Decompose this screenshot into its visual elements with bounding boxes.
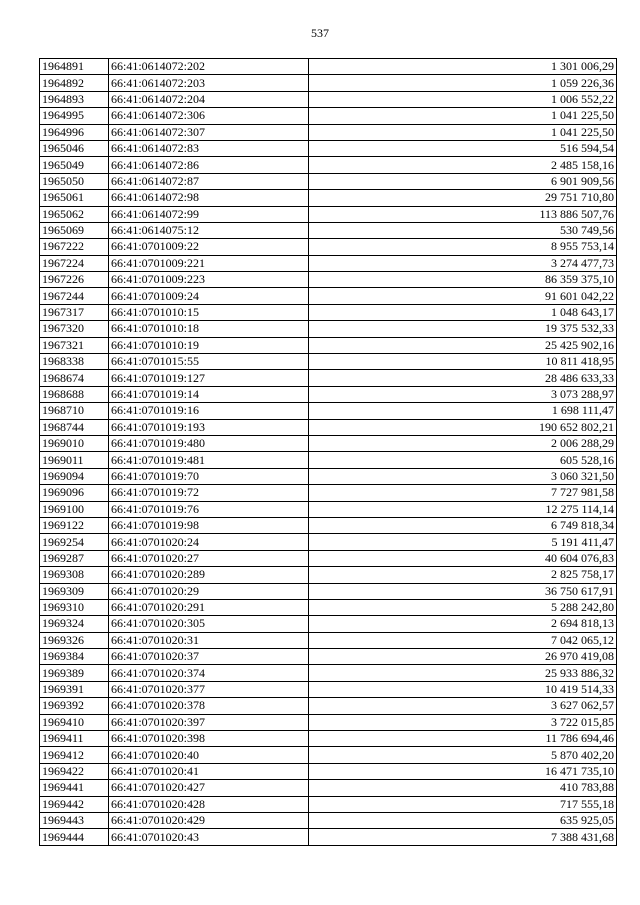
table-row: [40, 304, 617, 320]
cadastral-number-cell: 66:41:0701009:223: [109, 272, 309, 288]
cadastral-value-cell: 11 786 694,46: [309, 731, 617, 747]
cadastral-number-cell: 66:41:0701020:398: [109, 731, 309, 747]
row-number-cell: 1965046: [40, 140, 109, 156]
cadastral-value-cell: 10 419 514,33: [309, 681, 617, 697]
row-number-cell: 1967226: [40, 272, 109, 288]
table-row: [40, 468, 617, 484]
table-row: [40, 386, 617, 402]
table-row: [40, 337, 617, 353]
cadastral-number-cell: 66:41:0614072:307: [109, 124, 309, 140]
cadastral-number-cell: 66:41:0701020:377: [109, 681, 309, 697]
cadastral-number-cell: 66:41:0701019:480: [109, 435, 309, 451]
table-row: [40, 222, 617, 238]
table-row: [40, 534, 617, 550]
table-row: [40, 190, 617, 206]
cadastral-value-cell: 7 042 065,12: [309, 632, 617, 648]
row-number-cell: 1969384: [40, 649, 109, 665]
cadastral-value-table: [39, 58, 617, 846]
cadastral-number-cell: 66:41:0701020:289: [109, 567, 309, 583]
row-number-cell: 1969287: [40, 550, 109, 566]
row-number-cell: 1969096: [40, 485, 109, 501]
row-number-cell: 1969443: [40, 812, 109, 828]
cadastral-number-cell: 66:41:0701019:16: [109, 403, 309, 419]
table-row: [40, 288, 617, 304]
cadastral-value-cell: 717 555,18: [309, 796, 617, 812]
table-row: [40, 665, 617, 681]
row-number-cell: 1968688: [40, 386, 109, 402]
table-row: [40, 501, 617, 517]
table-row: [40, 403, 617, 419]
cadastral-value-cell: 2 825 758,17: [309, 567, 617, 583]
cadastral-number-cell: 66:41:0701019:98: [109, 517, 309, 533]
table-row: [40, 812, 617, 828]
row-number-cell: 1969392: [40, 698, 109, 714]
table-row: [40, 763, 617, 779]
row-number-cell: 1965050: [40, 173, 109, 189]
row-number-cell: 1968710: [40, 403, 109, 419]
row-number-cell: 1969411: [40, 731, 109, 747]
row-number-cell: 1969094: [40, 468, 109, 484]
row-number-cell: 1969441: [40, 780, 109, 796]
cadastral-value-cell: 26 970 419,08: [309, 649, 617, 665]
row-number-cell: 1967320: [40, 321, 109, 337]
cadastral-value-cell: 2 694 818,13: [309, 616, 617, 632]
cadastral-value-cell: 16 471 735,10: [309, 763, 617, 779]
cadastral-value-cell: 605 528,16: [309, 452, 617, 468]
cadastral-value-cell: 29 751 710,80: [309, 190, 617, 206]
cadastral-number-cell: 66:41:0614072:306: [109, 108, 309, 124]
table-row: [40, 550, 617, 566]
cadastral-value-cell: 19 375 532,33: [309, 321, 617, 337]
cadastral-value-cell: 113 886 507,76: [309, 206, 617, 222]
cadastral-number-cell: 66:41:0701010:15: [109, 304, 309, 320]
cadastral-value-cell: 8 955 753,14: [309, 239, 617, 255]
row-number-cell: 1968338: [40, 354, 109, 370]
cadastral-number-cell: 66:41:0701019:76: [109, 501, 309, 517]
row-number-cell: 1969308: [40, 567, 109, 583]
cadastral-number-cell: 66:41:0614072:98: [109, 190, 309, 206]
row-number-cell: 1967244: [40, 288, 109, 304]
row-number-cell: 1965061: [40, 190, 109, 206]
table-row: [40, 272, 617, 288]
cadastral-value-cell: 5 870 402,20: [309, 747, 617, 763]
row-number-cell: 1967222: [40, 239, 109, 255]
cadastral-value-cell: 7 388 431,68: [309, 829, 617, 845]
cadastral-number-cell: 66:41:0701020:41: [109, 763, 309, 779]
table-row: [40, 731, 617, 747]
table-row: [40, 747, 617, 763]
cadastral-value-cell: 2 485 158,16: [309, 157, 617, 173]
row-number-cell: 1964891: [40, 59, 109, 75]
cadastral-value-cell: 6 749 818,34: [309, 517, 617, 533]
cadastral-number-cell: 66:41:0701020:40: [109, 747, 309, 763]
cadastral-value-cell: 1 006 552,22: [309, 91, 617, 107]
cadastral-number-cell: 66:41:0701010:19: [109, 337, 309, 353]
row-number-cell: 1965069: [40, 222, 109, 238]
cadastral-value-cell: 3 060 321,50: [309, 468, 617, 484]
cadastral-number-cell: 66:41:0701020:291: [109, 599, 309, 615]
table-row: [40, 75, 617, 91]
table-row: [40, 583, 617, 599]
table-row: [40, 354, 617, 370]
table-row: [40, 255, 617, 271]
table-row: [40, 435, 617, 451]
table-row: [40, 157, 617, 173]
row-number-cell: 1969389: [40, 665, 109, 681]
table-row: [40, 370, 617, 386]
row-number-cell: 1969122: [40, 517, 109, 533]
row-number-cell: 1969391: [40, 681, 109, 697]
table-row: [40, 419, 617, 435]
cadastral-value-cell: 3 073 288,97: [309, 386, 617, 402]
table-row: [40, 796, 617, 812]
page-number: 537: [311, 26, 329, 40]
table-row: [40, 517, 617, 533]
table-row: [40, 239, 617, 255]
row-number-cell: 1965062: [40, 206, 109, 222]
cadastral-number-cell: 66:41:0701010:18: [109, 321, 309, 337]
table-row: [40, 632, 617, 648]
cadastral-value-cell: 5 288 242,80: [309, 599, 617, 615]
cadastral-number-cell: 66:41:0701019:481: [109, 452, 309, 468]
cadastral-value-cell: 1 698 111,47: [309, 403, 617, 419]
cadastral-number-cell: 66:41:0701015:55: [109, 354, 309, 370]
cadastral-number-cell: 66:41:0701020:37: [109, 649, 309, 665]
cadastral-value-cell: 28 486 633,33: [309, 370, 617, 386]
row-number-cell: 1969310: [40, 599, 109, 615]
row-number-cell: 1969444: [40, 829, 109, 845]
row-number-cell: 1969422: [40, 763, 109, 779]
table-row: [40, 206, 617, 222]
cadastral-value-cell: 1 041 225,50: [309, 108, 617, 124]
cadastral-number-cell: 66:41:0614072:204: [109, 91, 309, 107]
cadastral-number-cell: 66:41:0614075:12: [109, 222, 309, 238]
cadastral-number-cell: 66:41:0701020:378: [109, 698, 309, 714]
cadastral-number-cell: 66:41:0701020:24: [109, 534, 309, 550]
table-row: [40, 91, 617, 107]
cadastral-number-cell: 66:41:0701009:24: [109, 288, 309, 304]
cadastral-number-cell: 66:41:0701019:72: [109, 485, 309, 501]
cadastral-number-cell: 66:41:0614072:202: [109, 59, 309, 75]
cadastral-number-cell: 66:41:0701020:305: [109, 616, 309, 632]
row-number-cell: 1967321: [40, 337, 109, 353]
row-number-cell: 1969442: [40, 796, 109, 812]
cadastral-value-cell: 7 727 981,58: [309, 485, 617, 501]
row-number-cell: 1969326: [40, 632, 109, 648]
cadastral-number-cell: 66:41:0701019:70: [109, 468, 309, 484]
table-row: [40, 567, 617, 583]
cadastral-value-cell: 530 749,56: [309, 222, 617, 238]
cadastral-value-cell: 1 048 643,17: [309, 304, 617, 320]
cadastral-number-cell: 66:41:0701019:14: [109, 386, 309, 402]
row-number-cell: 1967317: [40, 304, 109, 320]
table-row: [40, 829, 617, 845]
cadastral-value-cell: 91 601 042,22: [309, 288, 617, 304]
table-row: [40, 649, 617, 665]
cadastral-number-cell: 66:41:0701020:31: [109, 632, 309, 648]
row-number-cell: 1965049: [40, 157, 109, 173]
cadastral-number-cell: 66:41:0701020:374: [109, 665, 309, 681]
cadastral-value-cell: 10 811 418,95: [309, 354, 617, 370]
cadastral-number-cell: 66:41:0614072:99: [109, 206, 309, 222]
table-row: [40, 681, 617, 697]
cadastral-value-cell: 40 604 076,83: [309, 550, 617, 566]
cadastral-value-cell: 12 275 114,14: [309, 501, 617, 517]
cadastral-number-cell: 66:41:0701009:221: [109, 255, 309, 271]
table-row: [40, 140, 617, 156]
table-row: [40, 485, 617, 501]
table-row: [40, 616, 617, 632]
cadastral-value-cell: 3 274 477,73: [309, 255, 617, 271]
table-body: [40, 59, 617, 846]
row-number-cell: 1969324: [40, 616, 109, 632]
cadastral-value-cell: 25 425 902,16: [309, 337, 617, 353]
table-row: [40, 108, 617, 124]
row-number-cell: 1964996: [40, 124, 109, 140]
row-number-cell: 1968674: [40, 370, 109, 386]
cadastral-value-cell: 86 359 375,10: [309, 272, 617, 288]
cadastral-number-cell: 66:41:0701020:427: [109, 780, 309, 796]
row-number-cell: 1969010: [40, 435, 109, 451]
cadastral-value-cell: 635 925,05: [309, 812, 617, 828]
cadastral-value-cell: 36 750 617,91: [309, 583, 617, 599]
cadastral-value-cell: 3 722 015,85: [309, 714, 617, 730]
cadastral-number-cell: 66:41:0701009:22: [109, 239, 309, 255]
cadastral-number-cell: 66:41:0614072:203: [109, 75, 309, 91]
cadastral-value-cell: 1 041 225,50: [309, 124, 617, 140]
cadastral-value-cell: 1 059 226,36: [309, 75, 617, 91]
cadastral-value-cell: 2 006 288,29: [309, 435, 617, 451]
table-row: [40, 59, 617, 75]
cadastral-value-cell: 190 652 802,21: [309, 419, 617, 435]
table-row: [40, 452, 617, 468]
table-row: [40, 599, 617, 615]
row-number-cell: 1969011: [40, 452, 109, 468]
table-row: [40, 124, 617, 140]
row-number-cell: 1964893: [40, 91, 109, 107]
table-row: [40, 698, 617, 714]
cadastral-value-cell: 410 783,88: [309, 780, 617, 796]
cadastral-value-cell: 3 627 062,57: [309, 698, 617, 714]
cadastral-number-cell: 66:41:0701020:29: [109, 583, 309, 599]
table-row: [40, 173, 617, 189]
cadastral-number-cell: 66:41:0701020:43: [109, 829, 309, 845]
row-number-cell: 1969100: [40, 501, 109, 517]
cadastral-number-cell: 66:41:0701020:429: [109, 812, 309, 828]
row-number-cell: 1969309: [40, 583, 109, 599]
table-row: [40, 321, 617, 337]
row-number-cell: 1964892: [40, 75, 109, 91]
cadastral-number-cell: 66:41:0701020:27: [109, 550, 309, 566]
row-number-cell: 1968744: [40, 419, 109, 435]
cadastral-value-cell: 516 594,54: [309, 140, 617, 156]
cadastral-number-cell: 66:41:0614072:83: [109, 140, 309, 156]
table-row: [40, 780, 617, 796]
cadastral-number-cell: 66:41:0701020:397: [109, 714, 309, 730]
cadastral-value-cell: 6 901 909,56: [309, 173, 617, 189]
row-number-cell: 1969254: [40, 534, 109, 550]
cadastral-value-cell: 1 301 006,29: [309, 59, 617, 75]
table-row: [40, 714, 617, 730]
cadastral-number-cell: 66:41:0701020:428: [109, 796, 309, 812]
cadastral-value-cell: 25 933 886,32: [309, 665, 617, 681]
cadastral-number-cell: 66:41:0614072:86: [109, 157, 309, 173]
row-number-cell: 1969410: [40, 714, 109, 730]
row-number-cell: 1964995: [40, 108, 109, 124]
cadastral-number-cell: 66:41:0614072:87: [109, 173, 309, 189]
row-number-cell: 1967224: [40, 255, 109, 271]
row-number-cell: 1969412: [40, 747, 109, 763]
cadastral-value-cell: 5 191 411,47: [309, 534, 617, 550]
cadastral-number-cell: 66:41:0701019:127: [109, 370, 309, 386]
cadastral-number-cell: 66:41:0701019:193: [109, 419, 309, 435]
